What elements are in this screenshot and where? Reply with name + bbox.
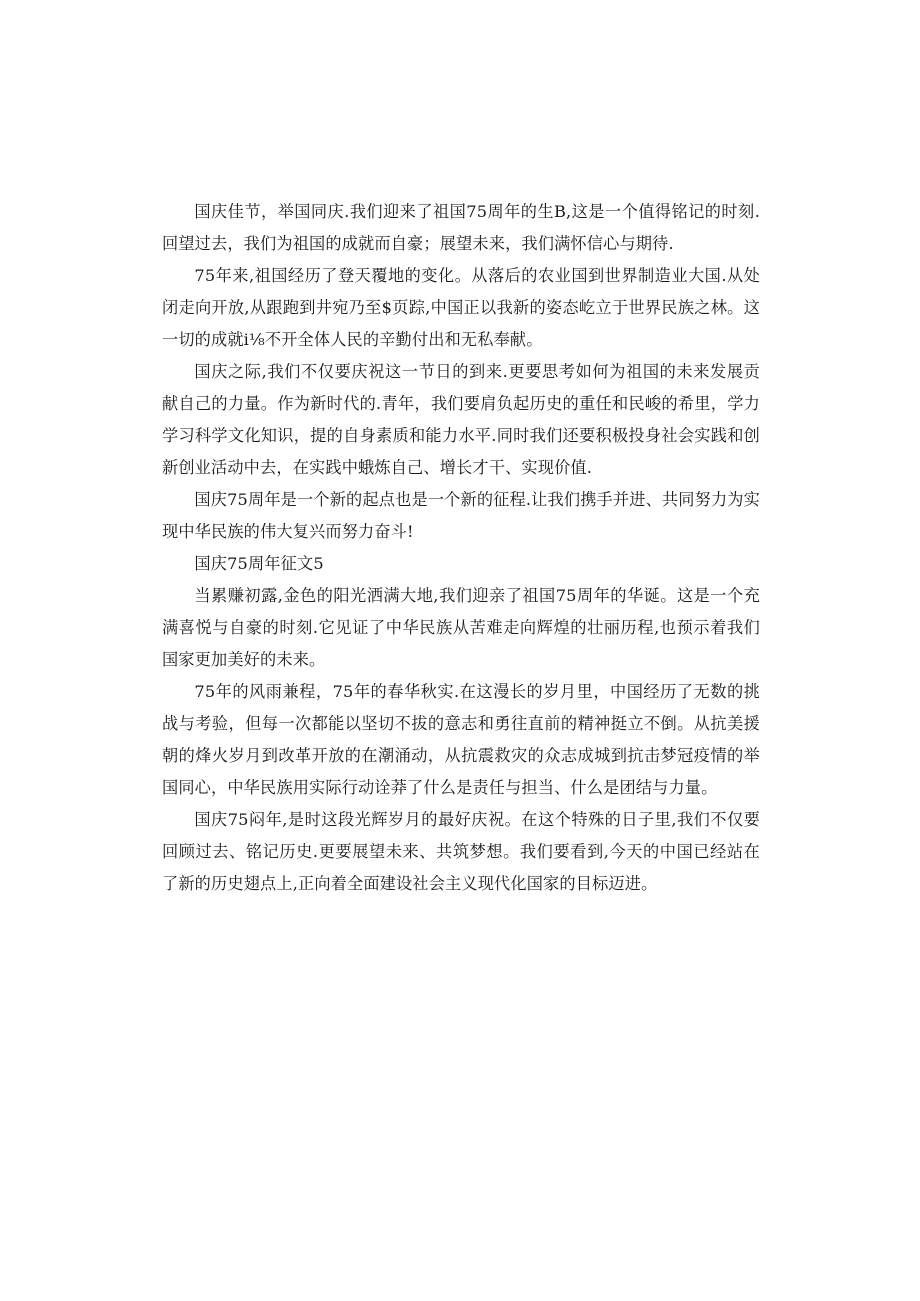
- paragraph: 当累赚初露,金色的阳光洒满大地,我们迎亲了祖国75周年的华诞。这是一个充满喜悦与自豪的时刻.它见证了中华民族从苦难走向辉煌的壮丽历程,也预示着我们国家更加美好的未来。: [162, 586, 760, 669]
- paragraph: 国庆佳节，举国同庆.我们迎来了祖国75周年的生B,这是一个值得铭记的时刻.回望过去，我们为祖国的成就而自豪；展望未来，我们满怀信心与期待.: [162, 202, 760, 253]
- paragraph: 75年的风雨兼程，75年的春华秋实.在这漫长的岁月里，中国经历了无数的挑战与考验，但每一次都能以坚切不拔的意志和勇往直前的精神挺立不倒。从抗美援朝的烽火岁月到改革开放的在潮涌动，从抗震救灾的众志成城到抗击梦冠疫情的举国同心，中华民族用实际行动诠莽了什么是责任与担当、什么是团结与力量。: [162, 682, 760, 797]
- paragraph: 国庆75周年是一个新的起点也是一个新的征程.让我们携手并进、共同努力为实现中华民族的伟大复兴而努力奋斗!: [162, 490, 760, 541]
- paragraph: 国庆之际,我们不仅要庆祝这一节日的到来.更要思考如何为祖国的未来发展贡献自己的力量。作为新时代的.青年，我们要肩负起历史的重任和民峻的希里，学力学习科学文化知识，提的自身素质和能力水平.同时我们还要积极投身社会实践和创新创业活动中去，在实践中蛾炼自己、增长才干、实现价值.: [162, 362, 760, 477]
- section-heading: 国庆75周年征文5: [194, 554, 324, 573]
- paragraph: 国庆75闷年,是时这段光辉岁月的最好庆祝。在这个特殊的日子里,我们不仅要回顾过去、铭记历史.更要展望未来、共筑梦想。我们要看到,今天的中国已经站在了新的历史翅点上,正向着全面建设社会主义现代化国家的目标迈进。: [162, 810, 760, 893]
- document-body: [162, 196, 760, 900]
- paragraph: 75年来,祖国经历了登天覆地的变化。从落后的农业国到世界制造业大国.从处闭走向开放,从跟跑到井宛乃至$页踪,中国正以我新的姿态屹立于世界民族之林。这一切的成就i⅛不开全体人民的辛勤付出和无私奉献。: [162, 266, 760, 349]
